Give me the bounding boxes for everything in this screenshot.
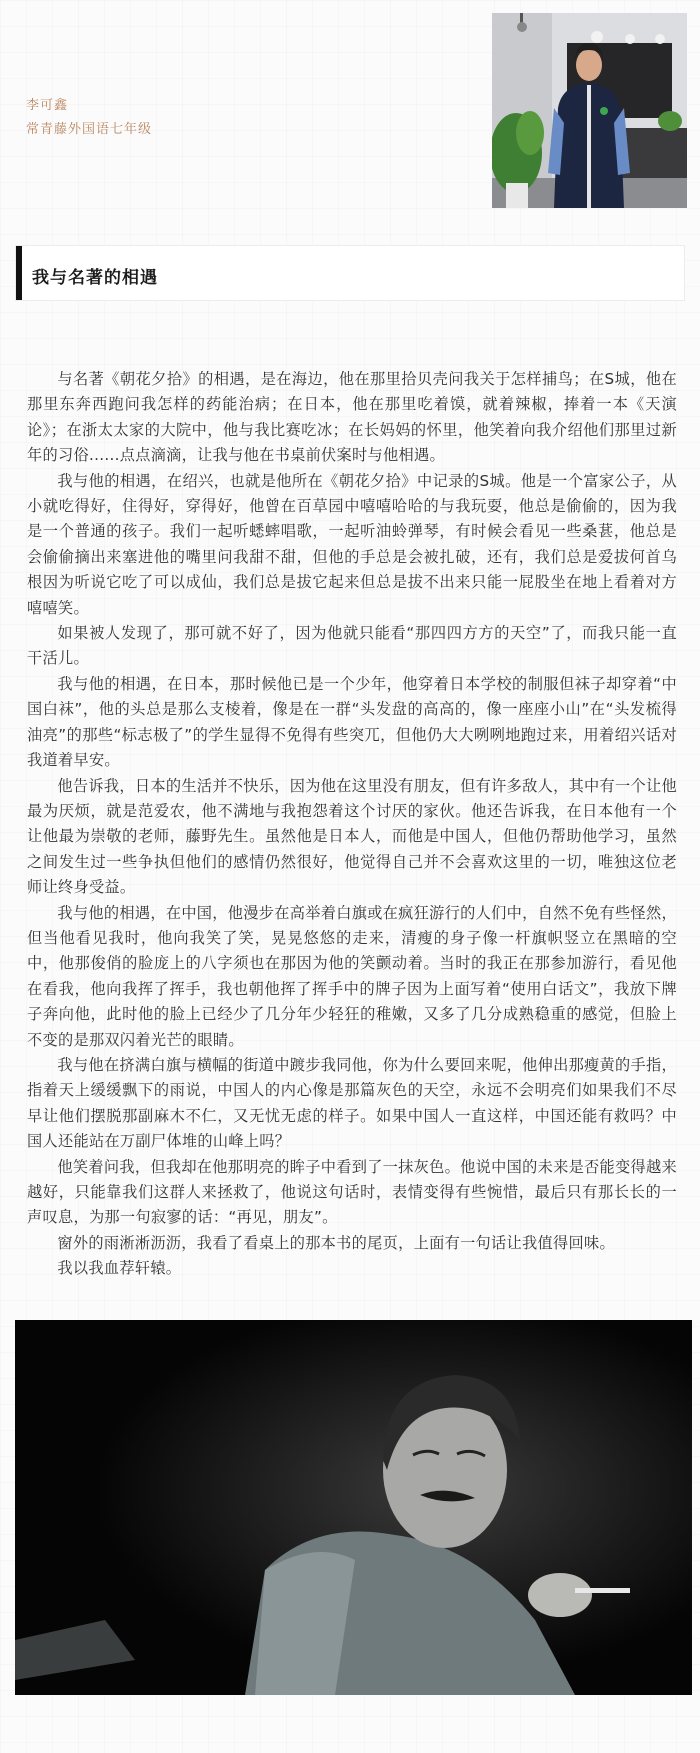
ornament-3 <box>655 34 665 44</box>
article-paragraph: 我与他的相遇，在绍兴，也就是他所在《朝花夕拾》中记录的S城。他是一个富家公子，从小就吃得好，住得好，穿得好，他曾在百草园中嘻嘻哈哈的与我玩耍，他总是偷偷的，因为我是一个普通的孩子。我们一起听蟋蟀唱歌，一起听油蛉弹琴，有时候会看见一些桑葚，他总是会偷偷摘出来塞进他的嘴里问我甜不甜，但他的手总是会被扎破，还有，我们总是爱拔何首乌根因为听说它吃了可以成仙，我们总是拔它起来但总是拔不出来只能一屁股坐在地上看着对方嘻嘻笑。 <box>27 471 677 617</box>
author-name: 李可鑫 <box>26 98 69 113</box>
hand <box>528 1573 592 1617</box>
author-portrait-photo <box>492 13 687 208</box>
cigarette <box>575 1588 630 1593</box>
article-paragraph: 他告诉我，日本的生活并不快乐，因为他在这里没有朋友，但有许多敌人，其中有一个让他最为厌烦，就是范爱农，他不满地与我抱怨着这个讨厌的家伙。他还告诉我，在日本他有一个让他最为崇敬的老师，藤野先生。虽然他是日本人，而他是中国人，但他仍帮助他学习，虽然之间发生过一些争执但他们的感情仍然很好，他觉得自己并不会喜欢这里的一切，唯独这位老师让终身受益。 <box>27 776 677 897</box>
article-paragraph: 他笑着问我，但我却在他那明亮的眸子中看到了一抹灰色。他说中国的未来是否能变得越来越好，只能靠我们这群人来拯救了，他说这句话时，表情变得有些惋惜，最后只有那长长的一声叹息，为那一句寂寥的话：“再见，朋友”。 <box>27 1157 677 1227</box>
ornament-1 <box>591 31 603 43</box>
article-title: 我与名著的相遇 <box>32 268 158 288</box>
ceiling-lamp <box>517 22 527 32</box>
article-paragraph: 我以我血荐轩辕。 <box>57 1259 182 1278</box>
small-plant <box>658 111 682 131</box>
plant-leaves-2 <box>516 111 544 155</box>
article-title-box <box>15 245 685 301</box>
article-paragraph: 我与他的相遇，在中国，他漫步在高举着白旗或在疯狂游行的人们中，自然不免有些怪然，但当他看见我时，他向我笑了笑，晃晃悠悠的走来，清瘦的身子像一杆旗帜竖立在黑暗的空中，他那俊俏的脸庞上的八字须也在那因为他的笑颤动着。当时的我正在那参加游行，看见他在看我，他向我挥了挥手，我也朝他挥了挥手中的牌子因为上面写着“使用白话文”，我放下牌子奔向他，此时他的脸上已经少了几分年少轻狂的稚嫩，又多了几分成熟稳重的感觉，但脸上不变的是那双闪着光芒的眼睛。 <box>27 903 677 1049</box>
jacket-zipper <box>587 85 591 208</box>
person-face <box>576 49 602 81</box>
portrait-photo-illustration <box>15 1320 692 1695</box>
portrait-illustration <box>492 13 687 208</box>
author-school: 常青藤外国语七年级 <box>26 122 153 137</box>
article-paragraph: 我与他的相遇，在日本，那时候他已是一个少年，他穿着日本学校的制服但袜子却穿着“中国白袜”，他的头总是那么支棱着，像是在一群“头发盘的高高的，像一座座小山”在“头发梳得油亮”的那些“标志极了”的学生显得不免得有些突兀，但他仍大大咧咧地跑过来，用着绍兴话对我道着早安。 <box>27 674 677 770</box>
jacket-badge <box>600 107 608 115</box>
author-block <box>0 0 700 220</box>
title-accent-bar <box>16 246 22 300</box>
article-paragraph: 窗外的雨淅淅沥沥，我看了看桌上的那本书的尾页，上面有一句话让我值得回味。 <box>57 1233 615 1252</box>
article-body <box>27 367 677 1282</box>
lu-xun-portrait-photo <box>15 1320 692 1695</box>
article-paragraph: 我与他在挤满白旗与横幅的街道中踱步我同他，你为什么要回来呢，他伸出那瘦黄的手指，指着天上缓缓飘下的雨说，中国人的内心像是那篇灰色的天空，永远不会明亮们如果我们不尽早让他们摆脱那副麻木不仁，又无忧无虑的样子。如果中国人一直这样，中国还能有救吗？中国人还能站在万副尸体堆的山峰上吗？ <box>27 1055 677 1151</box>
ornament-2 <box>625 34 635 44</box>
article-paragraph: 如果被人发现了，那可就不好了，因为他就只能看“那四四方方的天空”了，而我只能一直干活儿。 <box>27 624 677 668</box>
plant-pot <box>506 183 528 208</box>
article-paragraph: 与名著《朝花夕拾》的相遇，是在海边，他在那里拾贝壳问我关于怎样捕鸟；在S城，他在那里东奔西跑问我怎样的药能治病；在日本，他在那里吃着馍，就着辣椒，捧着一本《天演论》；在浙太太家的大院中，他与我比赛吃冰；在长妈妈的怀里，他笑着向我介绍他们那里过新年的习俗......点点滴滴，让我与他在书桌前伏案时与他相遇。 <box>27 370 677 465</box>
